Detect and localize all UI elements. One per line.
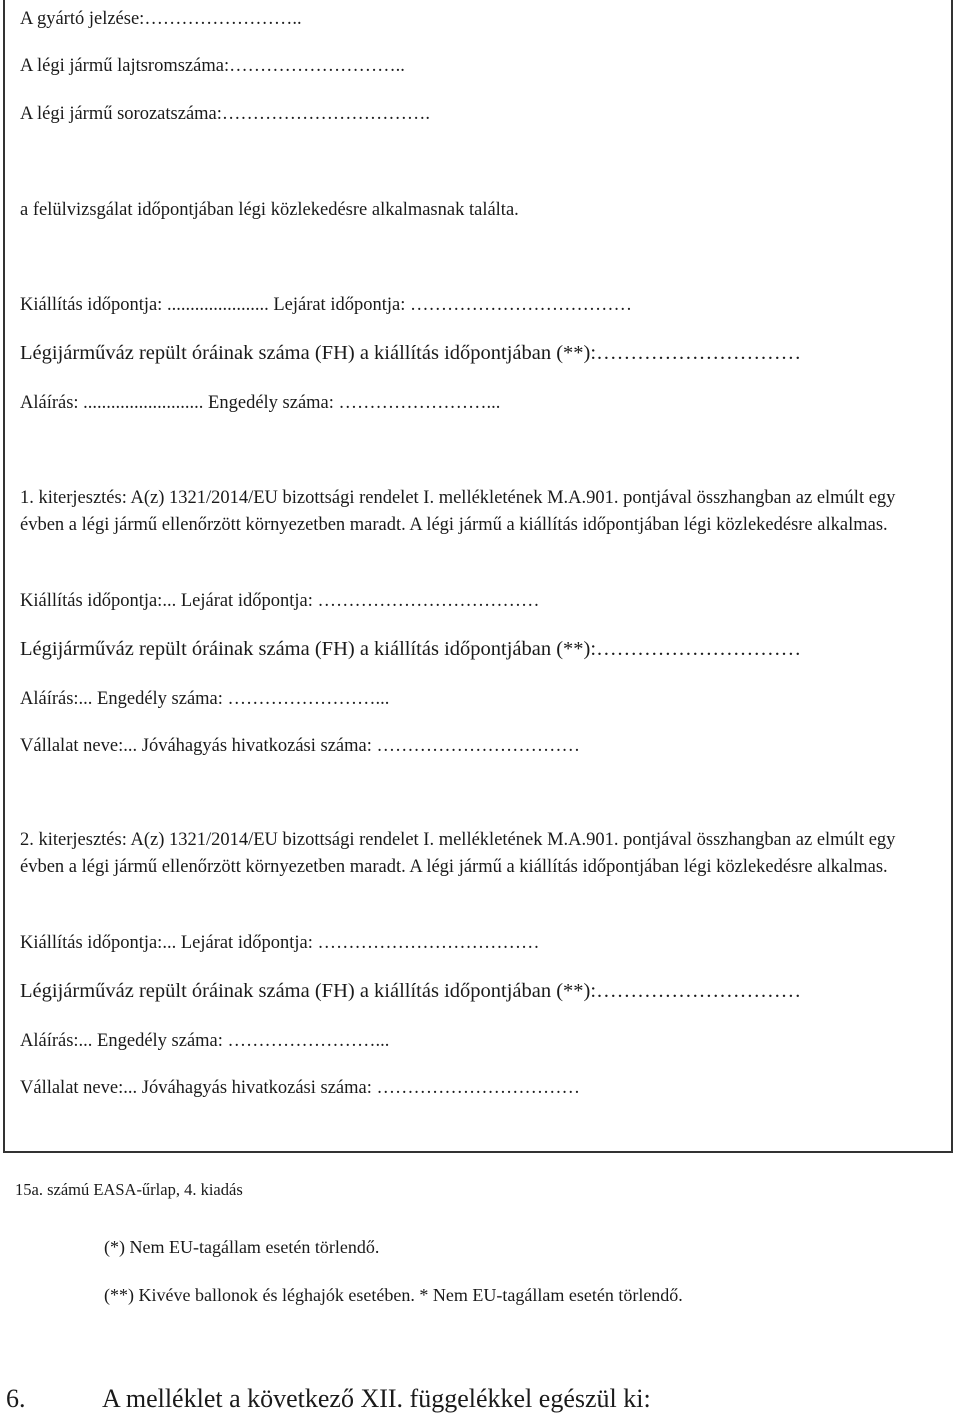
extension-1-issue-expiry: Kiállítás időpontja:... Lejárat időpontja: ……………………………… [20, 591, 540, 611]
extension-2-issue-expiry: Kiállítás időpontja:... Lejárat időpontja: ……………………………… [20, 933, 540, 953]
airframe-hours-line: Légijárműváz repült óráinak száma (FH) a kiállítás időpontjában (**):………………………… [20, 342, 802, 364]
registration-field: A légi jármű lajtsromszáma:……………………….. [20, 56, 405, 76]
footnote-2: (**) Kivéve ballonok és léghajók esetében. * Nem EU-tagállam esetén törlendő. [104, 1285, 683, 1305]
footnote-1: (*) Nem EU-tagállam esetén törlendő. [104, 1237, 380, 1257]
manufacturer-field: A gyártó jelzése:…………………….. [20, 9, 302, 29]
airworthiness-finding: a felülvizsgálat időpontjában légi közlekedésre alkalmasnak találta. [20, 200, 519, 220]
issue-expiry-line: Kiállítás időpontja: ...................... Lejárat időpontja: ……………………………… [20, 295, 632, 315]
signature-line: Aláírás: .......................... Engedély száma: ……………………... [20, 393, 501, 413]
extension-1-text: 1. kiterjesztés: A(z) 1321/2014/EU bizottsági rendelet I. mellékletének M.A.901. pontjával összhangban az elmúlt egy évben a légi jármű ellenőrzött környezetben maradt. A légi jármű a kiállítás időpontjában légi közlekedésre alkalmas. [20, 488, 896, 535]
serial-number-field: A légi jármű sorozatszáma:……………………………. [20, 104, 431, 124]
extension-2-text: 2. kiterjesztés: A(z) 1321/2014/EU bizottsági rendelet I. mellékletének M.A.901. pontjával összhangban az elmúlt egy évben a légi jármű ellenőrzött környezetben maradt. A légi jármű a kiállítás időpontjában légi közlekedésre alkalmas. [20, 830, 896, 877]
extension-1-hours: Légijárműváz repült óráinak száma (FH) a kiállítás időpontjában (**):………………………… [20, 638, 802, 660]
extension-2-company: Vállalat neve:... Jóváhagyás hivatkozási száma: …………………………… [20, 1078, 581, 1098]
section-heading: A melléklet a következő XII. függelékkel egészül ki: [102, 1384, 651, 1413]
extension-1-signature: Aláírás:... Engedély száma: ……………………... [20, 689, 390, 709]
form-code: 15a. számú EASA-űrlap, 4. kiadás [15, 1180, 243, 1199]
extension-1-company: Vállalat neve:... Jóváhagyás hivatkozási száma: …………………………… [20, 736, 581, 756]
section-number: 6. [6, 1384, 26, 1413]
extension-2-hours: Légijárműváz repült óráinak száma (FH) a kiállítás időpontjában (**):………………………… [20, 980, 802, 1002]
extension-2-signature: Aláírás:... Engedély száma: ……………………... [20, 1031, 390, 1051]
certificate-form-box [3, 0, 953, 1153]
